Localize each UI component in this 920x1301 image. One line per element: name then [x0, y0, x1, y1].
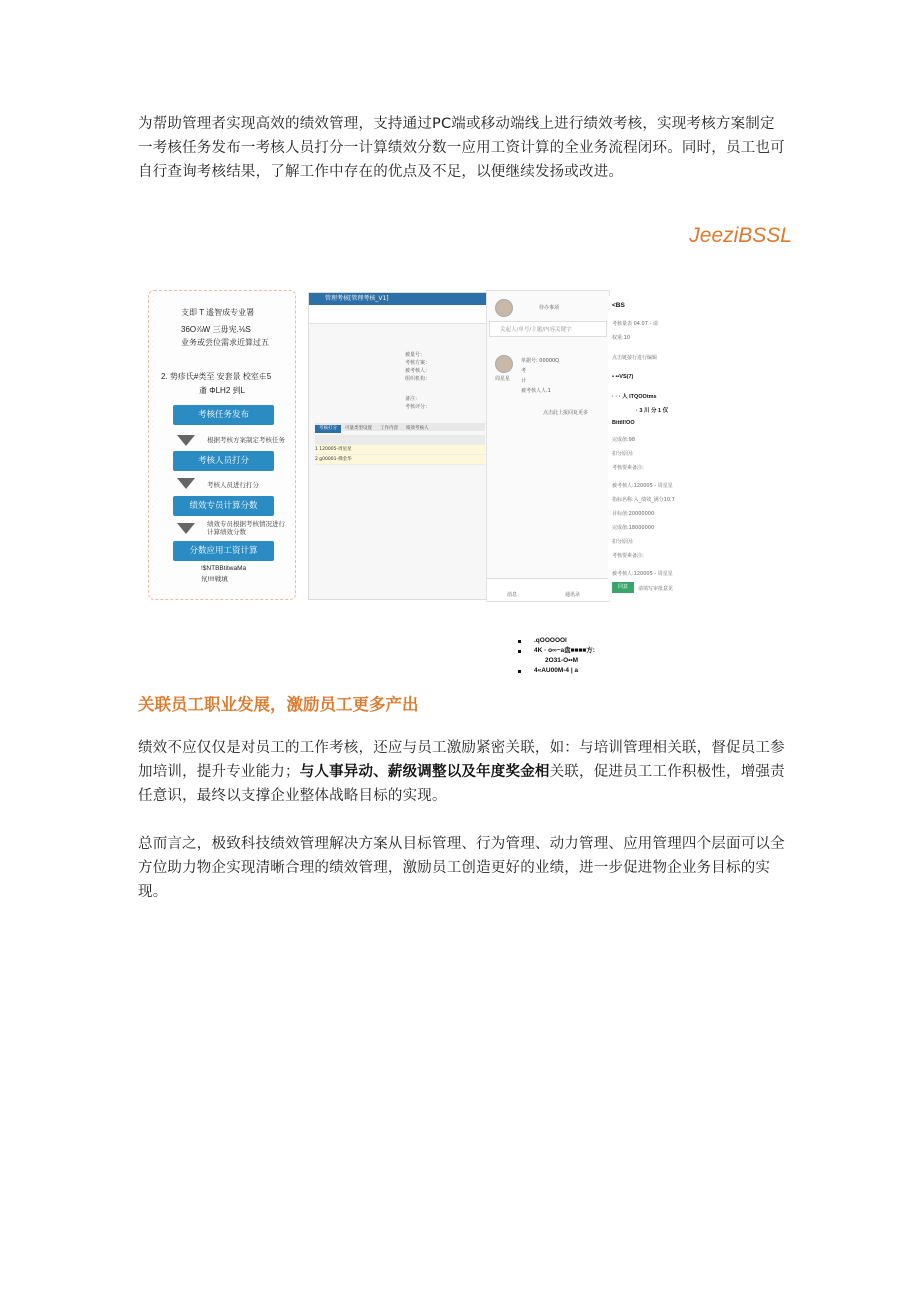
- flow-note-line: 齑 ΦLH2 到L: [199, 386, 245, 395]
- form-label: 考核评分：: [405, 404, 431, 410]
- detail-line: 完成值:18000000: [612, 525, 655, 531]
- detail-bold-line: Bittll!OO: [612, 420, 635, 426]
- brand-watermark: JeeziBSSL: [689, 224, 792, 247]
- bullet-icon: [518, 650, 521, 653]
- form-label: 被量号：: [405, 352, 426, 358]
- flow-note-line: 业务或尝位需求近算过五: [181, 338, 269, 347]
- tab-type[interactable]: 可量类型设置: [345, 426, 372, 431]
- list-item-text: 4K · o∞~a盘■■■■方:: [534, 647, 595, 654]
- detail-line: 目标值:20000000: [612, 511, 655, 517]
- down-arrow-icon: [177, 478, 195, 489]
- list-item: [518, 666, 595, 676]
- detail-panel: [608, 296, 673, 600]
- down-arrow-icon: [177, 435, 195, 446]
- flow-step-calculate: 绩效专员计算分数: [173, 496, 274, 516]
- tab-content[interactable]: 工作内容: [380, 426, 398, 431]
- flow-note-line: 2. 势疹氏#类至 安套景 校室∉5: [161, 372, 272, 381]
- app-tab-bar: [315, 423, 485, 431]
- detail-line: 被考核人:120005 - 周星星: [612, 483, 673, 489]
- avatar: [495, 299, 513, 317]
- feature-figure: [148, 290, 673, 602]
- nav-contacts[interactable]: 通讯录: [565, 592, 581, 598]
- section-heading: 关联员工职业发展，激励员工更多产出: [138, 695, 419, 714]
- flow-step-salary: 分数应用工资计算: [173, 541, 274, 561]
- detail-line[interactable]: 点击链接行进行编辑: [612, 355, 658, 361]
- phone-more-link[interactable]: 点击此上报回复更多: [543, 410, 589, 416]
- detail-line: 被考核人:120005 - 周星星: [612, 571, 673, 577]
- detail-line: 考核要素备注:: [612, 465, 644, 471]
- detail-heading: <BS: [612, 302, 625, 309]
- detail-bold-line: · · · 人 ITQOOtms: [612, 394, 657, 400]
- nav-messages[interactable]: 消息: [507, 592, 518, 598]
- paragraph-text: 绩效不应仅仅是对员工的工作考核，还应与员工激励紧密关联，如：与培训管理相关联，督促员工参加培训，提升专业能力；: [138, 740, 785, 780]
- table-header: [315, 435, 485, 445]
- form-label: 组织机构：: [405, 376, 431, 382]
- detail-bold-line: · 3 川 分 1 仅: [636, 408, 669, 414]
- flow-footer-line: !$NTBBtitwaMa: [201, 565, 247, 572]
- detail-line: 考核量表 04.07 - 请: [612, 321, 658, 327]
- flow-panel: [148, 290, 296, 600]
- summary-paragraph: 总而言之，极致科技绩效管理解决方案从目标管理、行为管理、动力管理、应用管理四个层面可以全方位助力物企实现清晰合理的绩效管理，激励员工创造更好的业绩，进一步促进物企业务目标的实现。: [138, 836, 785, 900]
- flow-note-line: 36O⅞W 三毋宪.⅛S: [181, 325, 251, 334]
- intro-paragraph: 为帮助管理者实现高效的绩效管理，支持通过PC端或移动端线上进行绩效考核，实现考核方案制定一考核任务发布一考核人员打分一计算绩效分数一应用工资计算的全业务流程闭环。同时，员工也可自行查询考核结果，了解工作中存在的优点及不足，以便继续发扬或改进。: [138, 116, 785, 180]
- flow-step-note: 绩效专员根据考核情况进行计算绩效分数: [207, 520, 285, 536]
- approve-button[interactable]: 同意: [612, 582, 634, 593]
- flow-step-note: 根据考核方案制定考核任务: [207, 436, 285, 444]
- form-label: 考核方案：: [405, 360, 431, 366]
- flow-step-publish: 考核任务发布: [173, 405, 274, 425]
- list-item: [518, 636, 595, 646]
- phone-item-line: 考: [521, 368, 527, 374]
- list-item-continuation: 2O31-O••M: [545, 657, 579, 664]
- paragraph-text: 关联，促进员工工作积极性，增强责任意识，最终以支撑企业整体战略目标的实现。: [138, 764, 785, 804]
- app-window-title: 管理考核[管理考核_V1]: [309, 293, 487, 305]
- detail-line: 权重:10: [612, 335, 631, 341]
- app-form: [405, 351, 430, 411]
- list-item-text: .qOOOOOl: [534, 637, 567, 644]
- detail-line: 考核要素备注:: [612, 553, 644, 559]
- highlight-text: 与人事异动、薪级调整以及年度奖金相: [299, 764, 550, 780]
- phone-search-input[interactable]: 关起人/单号/主题/内容关键字: [489, 321, 607, 337]
- phone-title: 待办事项: [539, 305, 560, 311]
- flow-note-line: 支即 T 遙智成专业署: [181, 308, 255, 317]
- form-label: 被考核人：: [405, 368, 431, 374]
- phone-item-line: 计: [521, 378, 527, 384]
- bullet-list: [518, 636, 595, 676]
- detail-line: 扣分原因:: [612, 451, 634, 457]
- detail-line: 完成值:98: [612, 437, 636, 443]
- list-item-text: 4«AU00M-4 | a: [534, 667, 579, 674]
- detail-bold-line: • ••VS(7): [612, 374, 634, 380]
- comment-input[interactable]: 请填写审批意见: [638, 586, 674, 592]
- list-item: [518, 646, 595, 656]
- detail-line: 指标名称:入_绩效_满分10.7: [612, 497, 675, 503]
- table-row[interactable]: 1 120005-周星星: [315, 445, 485, 455]
- flow-step-note: 考核人员进行打分: [207, 481, 259, 489]
- form-label: 备注：: [405, 396, 421, 402]
- app-toolbar: [309, 305, 487, 324]
- flow-step-score: 考核人员打分: [173, 451, 274, 471]
- detail-line: 扣分原因:: [612, 539, 634, 545]
- table-row[interactable]: 2 g00001-佛金华: [315, 455, 485, 465]
- down-arrow-icon: [177, 523, 195, 534]
- app-table: [315, 435, 485, 465]
- tab-assessor[interactable]: 绩效考核人: [406, 426, 429, 431]
- phone-bottom-nav: [487, 578, 609, 601]
- pc-app-window: [308, 292, 488, 600]
- tab-score[interactable]: 考核打分: [315, 425, 341, 433]
- phone-user-name: 周星星: [495, 376, 511, 382]
- body-paragraph: [138, 736, 788, 808]
- bullet-icon: [518, 670, 521, 673]
- avatar: [495, 355, 513, 373]
- phone-item-line: 单据号: 00000Q: [521, 358, 560, 364]
- mobile-app-screen: [486, 290, 610, 602]
- flow-footer-line: 氘!!!!戦填: [201, 576, 228, 583]
- phone-item-line: 被考核人人.1: [521, 388, 551, 394]
- bullet-icon: [518, 640, 521, 643]
